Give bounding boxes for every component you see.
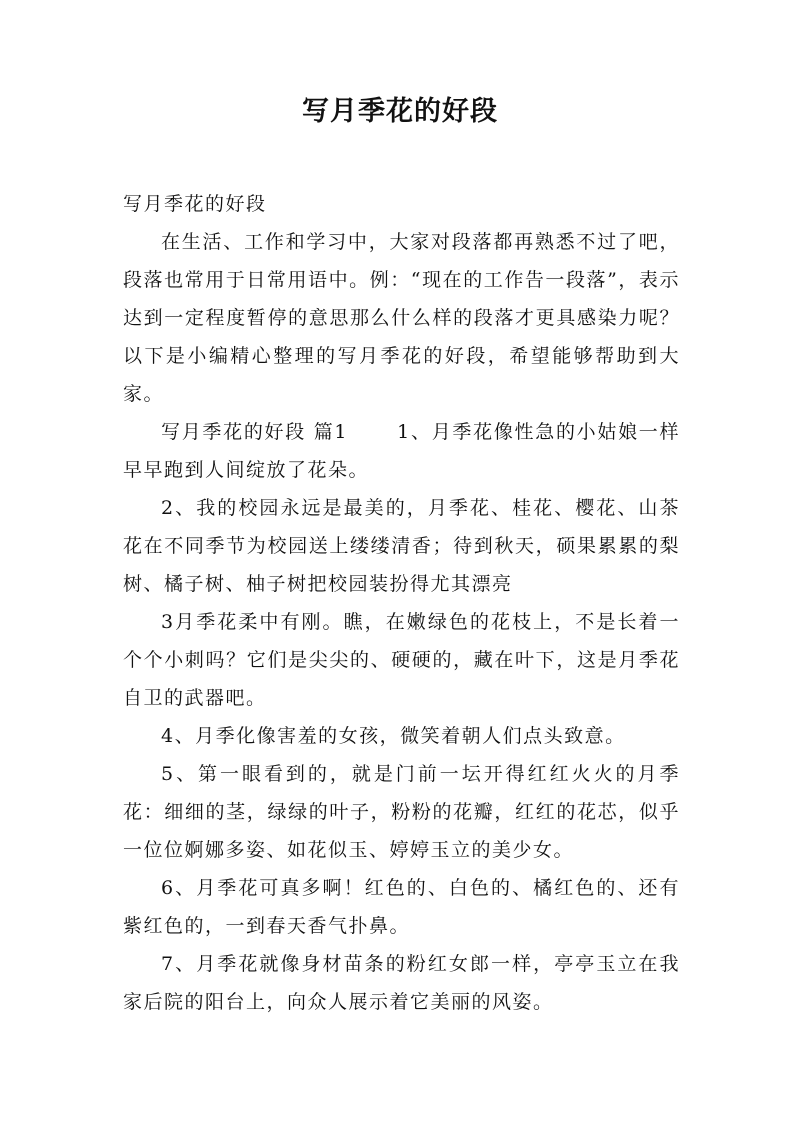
paragraph-item-1: 写月季花的好段 篇1 1、月季花像性急的小姑娘一样早早跑到人间绽放了花朵。 — [123, 421, 680, 481]
paragraph-intro: 在生活、工作和学习中，大家对段落都再熟悉不过了吧，段落也常用于日常用语中。例：“现在的工作告一段落”，表示达到一定程度暂停的意思那么什么样的段落才更具感染力呢？以下是小编精心整理的写月季花的好段，希望能够帮助到大家。 — [123, 231, 680, 405]
paragraph-item-7: 7、月季花就像身材苗条的粉红女郎一样，亭亭玉立在我家后院的阳台上，向众人展示着它美丽的风姿。 — [123, 953, 680, 1013]
paragraph-item-2: 2、我的校园永远是最美的，月季花、桂花、樱花、山茶花在不同季节为校园送上缕缕清香；待到秋天，硕果累累的梨树、橘子树、柚子树把校园装扮得尤其漂亮 — [123, 497, 680, 595]
paragraph-item-4: 4、月季化像害羞的女孩，微笑着朝人们点头致意。 — [161, 725, 626, 747]
document-body — [123, 185, 680, 1021]
paragraph-subtitle: 写月季花的好段 — [123, 193, 267, 215]
paragraph-item-5: 5、第一眼看到的，就是门前一坛开得红红火火的月季花：细细的茎，绿绿的叶子，粉粉的花瓣，红红的花芯，似乎一位位婀娜多姿、如花似玉、婷婷玉立的美少女。 — [123, 763, 680, 861]
paragraph-item-3: 3月季花柔中有刚。瞧，在嫩绿色的花枝上，不是长着一个个小刺吗？它们是尖尖的、硬硬的，藏在叶下，这是月季花自卫的武器吧。 — [123, 611, 680, 709]
document-title: 写月季花的好段 — [302, 96, 498, 127]
paragraph-item-6: 6、月季花可真多啊！红色的、白色的、橘红色的、还有紫红色的，一到春天香气扑鼻。 — [123, 877, 680, 937]
